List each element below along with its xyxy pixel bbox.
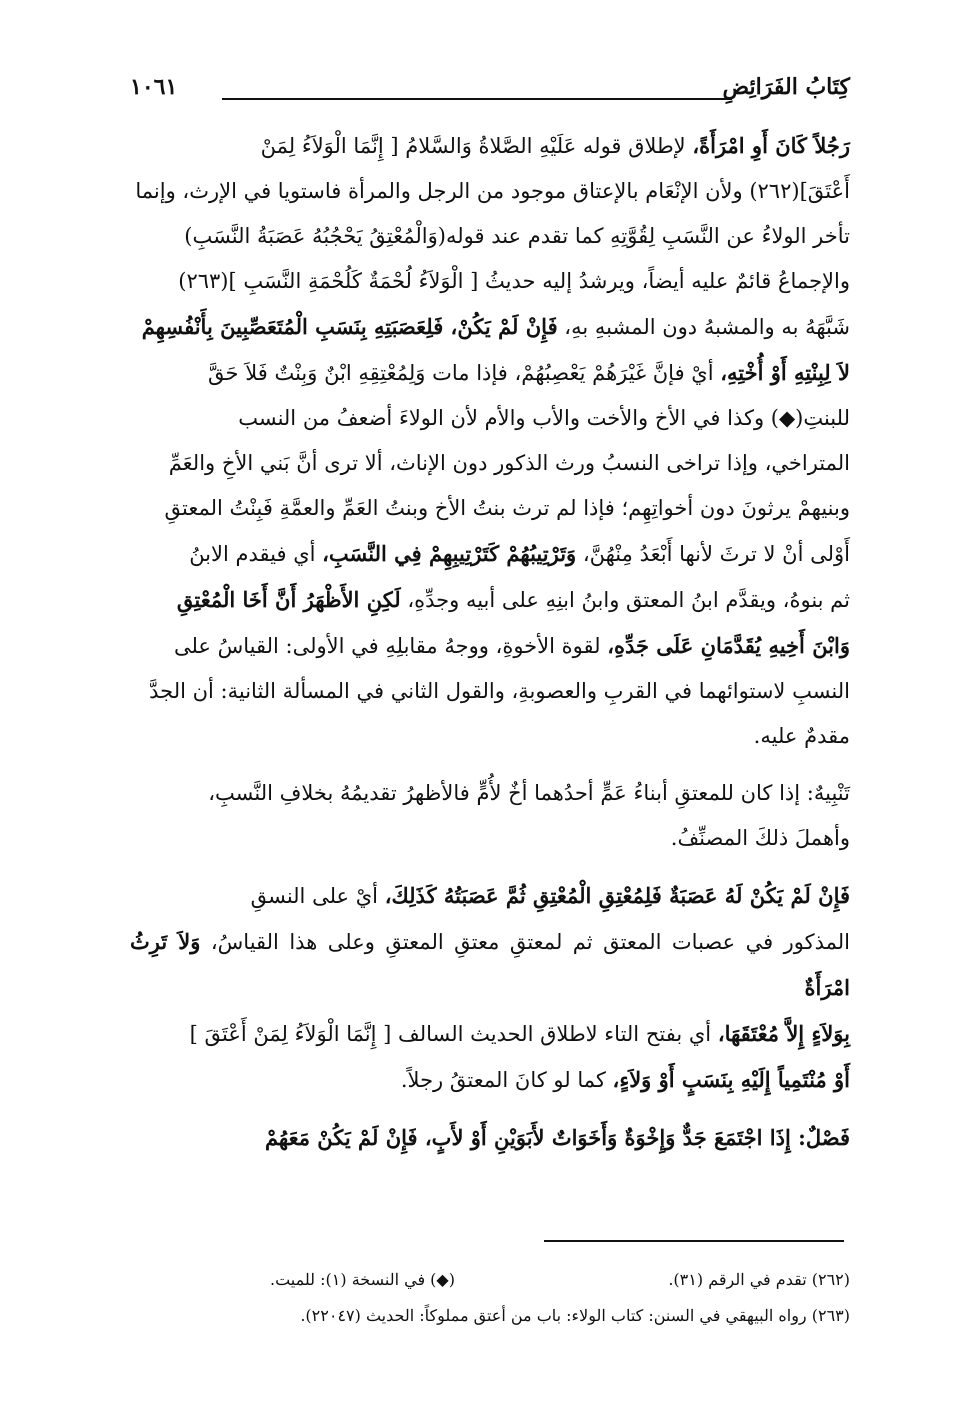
- matn-text: وَلاَ تَرِثُ امْرَأَةٌ: [130, 929, 850, 1000]
- commentary-text: ثم بنوهُ، ويقدَّم ابنُ المعتق وابنُ ابنِهِ على أبيه وجدِّهِ،: [400, 588, 850, 612]
- footnote-262: (٢٦٢) تقدم في الرقم (٣١).: [668, 1270, 850, 1289]
- commentary-text: تَنْبِيهٌ: إذا كان للمعتقِ أبناءُ عَمٍّ أحدُهما أخٌ لأُمٍّ فالأظهرُ تقديمُهُ بخلافِ النَّسبِ،: [208, 781, 850, 805]
- text-line: [130, 214, 850, 259]
- commentary-text: أي فيقدم الابنُ: [189, 542, 323, 566]
- text-line: [130, 486, 850, 531]
- commentary-text: لإطلاق قوله عَلَيْهِ الصَّلاةُ وَالسَّلامُ [ إِنَّمَا الْوَلاَءُ لِمَنْ: [260, 134, 693, 158]
- text-line: [130, 1011, 850, 1057]
- page-number: ١٠٦١: [130, 74, 178, 100]
- commentary-text: المذكور في عصبات المعتق ثم لمعتقِ معتقِ المعتقِ وعلى هذا القياسُ،: [200, 930, 850, 954]
- commentary-text: تأخر الولاءُ عن النَّسَبِ لِقُوَّتِهِ كما تقدم عند قوله(وَالْمُعْتِقُ يَحْجُبُهُ عَصَبَةُ النَّسَبِ): [184, 224, 850, 248]
- commentary-text: المتراخي، وإذا تراخى النسبُ ورث الذكور دون الإناث، ألا ترى أنَّ بَني الأخِ والعَمِّ: [168, 451, 850, 475]
- running-header: [130, 68, 850, 108]
- matn-text: فَإِنْ لَمْ يَكُنْ، فَلِعَصَبَتِهِ بِنَسَبِ الْمُتَعَصِّبِينَ بِأَنْفُسِهِمْ: [141, 314, 558, 339]
- text-line: [130, 441, 850, 486]
- commentary-text: ولأن الإنْعَام بالإعتاق موجود من الرجل والمرأة فاستويا في الإرث، وإنما: [135, 179, 750, 203]
- matn-text: لاَ لِبِنْتِهِ أَوْ أُخْتِهِ،: [720, 360, 850, 385]
- commentary-text: لقوة الأخوةِ، ووجهُ مقابلِهِ في الأولى: القياسُ على: [173, 634, 608, 658]
- footnotes: [130, 1262, 850, 1334]
- commentary-text: أَوْلى أنْ لا ترثَ لأنها أَبْعَدُ مِنْهُنَّ،: [576, 542, 850, 566]
- text-line: [130, 669, 850, 714]
- text-line: [130, 396, 850, 441]
- main-text: [130, 123, 850, 1161]
- commentary-text: والإجماعُ قائمٌ عليه أيضاً، ويرشدُ إليه حديثُ [ الْوَلاَءُ لُحْمَةٌ كَلُحْمَةِ النَّسَبِ ]: [228, 269, 850, 293]
- matn-text: فَصْلٌ: إِذَا اجْتَمَعَ جَدٌّ وَإِخْوَةٌ وَأَخَوَاتٌ لأَبَوَيْنِ أَوْ لأَبٍ، فَإِنْ لَمْ يَكُنْ مَعَهُمْ: [264, 1125, 850, 1150]
- header-title: كِتَابُ الفَرَائِضِ: [722, 74, 850, 100]
- commentary-text: أي بفتح التاء لاطلاق الحديث السالف [ إِنَّمَا الْوَلاَءُ لِمَنْ أَعْتَقَ ]: [189, 1022, 718, 1046]
- matn-text: فَإِنْ لَمْ يَكُنْ لَهُ عَصَبَةٌ فَلِمُعْتِقِ الْمُعْتِقِ ثُمَّ عَصَبَتُهُ كَذَلِكَ،: [384, 883, 850, 908]
- commentary-text: كما لو كانَ المعتقُ رجلاً.: [400, 1068, 613, 1092]
- text-line: [130, 623, 850, 669]
- header-rule: [222, 98, 732, 100]
- commentary-text: أَعْتَقَ]: [799, 179, 850, 203]
- text-line: [130, 577, 850, 623]
- text-line: [130, 169, 850, 214]
- matn-text: رَجُلاً كَانَ أَوِ امْرَأَةً،: [692, 133, 850, 158]
- commentary-text: (٢٦٢): [749, 179, 800, 203]
- matn-text: وَتَرْتِيبُهُمْ كَتَرْتِيبِهِمْ فِي النَّسَبِ،: [322, 541, 577, 566]
- text-line: [130, 1057, 850, 1103]
- text-line: [130, 123, 850, 169]
- footnote-separator: [544, 1240, 844, 1242]
- matn-text: بِوَلاَءٍ إِلاَّ مُعْتَقَهَا،: [717, 1021, 850, 1046]
- commentary-text: أيْ على النسقِ: [250, 884, 385, 908]
- matn-text: أَوْ مُنْتَمِياً إِلَيْهِ بِنَسَبٍ أَوْ وَلاَءٍ،: [612, 1067, 850, 1092]
- matn-text: وَابْنَ أَخِيهِ يُقَدَّمَانِ عَلَى جَدِّهِ،: [607, 633, 850, 658]
- footnote-row: [130, 1262, 850, 1298]
- text-line: [130, 771, 850, 816]
- text-line: [130, 350, 850, 396]
- text-line: [130, 304, 850, 350]
- text-line: [130, 1115, 850, 1161]
- footnote-row: [130, 1298, 850, 1334]
- commentary-text: مقدمٌ عليه.: [753, 724, 850, 748]
- commentary-text: النسبِ لاستوائهما في القربِ والعصوبةِ، والقول الثاني في المسألة الثانية: أن الجدَّ: [149, 679, 850, 703]
- text-line: [130, 816, 850, 861]
- footnote-263: (٢٦٣) رواه البيهقي في السنن: كتاب الولاء: باب من أعتق مملوكاً: الحديث (٢٢٠٤٧).: [300, 1306, 850, 1325]
- text-line: [130, 919, 850, 1011]
- text-line: [130, 259, 850, 304]
- commentary-text: وبنيهمْ يرثونَ دون أخواتِهِم؛ فإذا لم ترث بنتُ الأخ وبنتُ العَمِّ والعمَّةِ فَبِنْتُ المعتقِ: [164, 496, 850, 520]
- commentary-text: وأهملَ ذلكَ المصنِّفُ.: [670, 826, 850, 850]
- commentary-text: (٢٦٣): [178, 269, 229, 293]
- matn-text: لَكِنِ الأَظْهَرُ أَنَّ أَخَا الْمُعْتِقِ: [176, 587, 401, 612]
- text-line: [130, 714, 850, 759]
- commentary-text: للبنتِ(◆) وكذا في الأخ والأخت والأب والأم لأن الولاءَ أضعفُ من النسب: [238, 406, 850, 430]
- text-line: [130, 873, 850, 919]
- text-line: [130, 531, 850, 577]
- commentary-text: شَبَّهَهُ به والمشبهُ دون المشبهِ بهِ،: [557, 315, 850, 339]
- commentary-text: أيْ فإنَّ غَيْرَهُمْ يَعْصِبُهُمْ، فإذا مات وَلِمُعْتِقِهِ ابْنٌ وَبِنْتٌ فَلاَ حَقَّ: [208, 361, 721, 385]
- footnote-diamond: (◆) في النسخة (١): للميت.: [270, 1270, 455, 1289]
